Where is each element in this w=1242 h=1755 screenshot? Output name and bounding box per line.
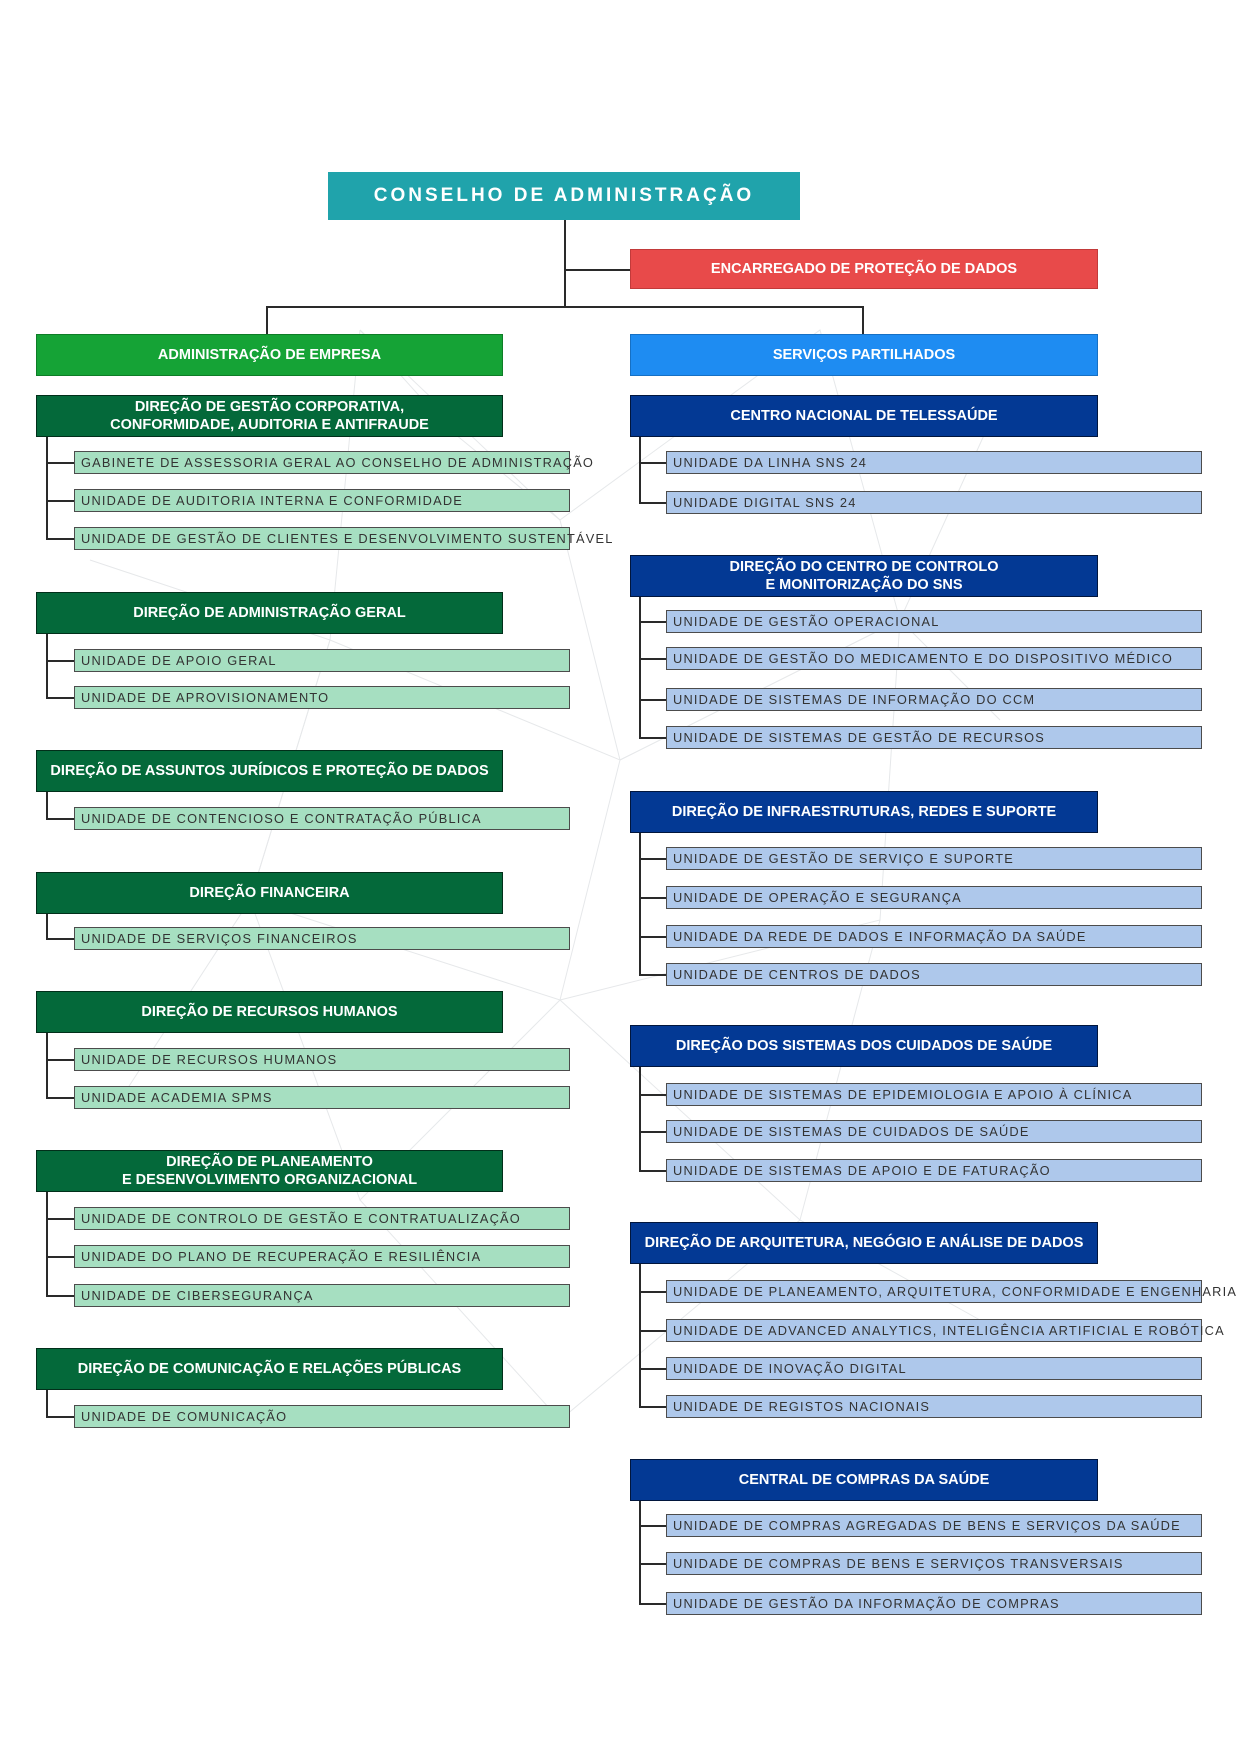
left-unit-label: UNIDADE DE COMUNICAÇÃO (81, 1409, 288, 1424)
board-box (328, 172, 800, 220)
right-unit-label: UNIDADE DE PLANEAMENTO, ARQUITETURA, CONFORMIDADE E ENGENHARIA (673, 1284, 1238, 1299)
right-unit (666, 1083, 1202, 1106)
left-connector (46, 1059, 74, 1061)
left-unit-label: UNIDADE DE SERVIÇOS FINANCEIROS (81, 931, 358, 946)
left-directorate-label (122, 1153, 417, 1189)
right-unit (666, 688, 1202, 711)
right-connector (639, 621, 666, 623)
left-directorate-line: DIREÇÃO DE PLANEAMENTO (166, 1154, 373, 1170)
left-directorate (36, 750, 503, 792)
right-connector (639, 1563, 666, 1565)
left-unit (74, 1245, 570, 1268)
left-unit (74, 489, 570, 512)
left-directorate-line: DIREÇÃO DE ADMINISTRAÇÃO GERAL (133, 605, 406, 621)
left-directorate-label (133, 604, 406, 622)
right-directorate-label (729, 558, 998, 594)
right-directorate-label (676, 1037, 1052, 1055)
right-unit-label: UNIDADE DE COMPRAS AGREGADAS DE BENS E SERVIÇOS DA SAÚDE (673, 1518, 1181, 1533)
right-connector (639, 1368, 666, 1370)
left-connector (46, 1390, 48, 1418)
left-directorate-line: DIREÇÃO FINANCEIRA (189, 885, 350, 901)
right-unit-label: UNIDADE DE SISTEMAS DE GESTÃO DE RECURSOS (673, 730, 1046, 745)
right-unit-label: UNIDADE DA LINHA SNS 24 (673, 455, 868, 470)
left-connector (46, 1256, 74, 1258)
right-unit-label: UNIDADE DE ADVANCED ANALYTICS, INTELIGÊNCIA ARTIFICIAL E ROBÓTICA (673, 1323, 1225, 1338)
right-connector (639, 1264, 641, 1408)
right-unit (666, 1592, 1202, 1615)
right-unit-label: UNIDADE DIGITAL SNS 24 (673, 495, 857, 510)
right-unit (666, 847, 1202, 870)
left-connector (46, 697, 74, 699)
branch-right-title: SERVIÇOS PARTILHADOS (772, 347, 956, 363)
right-directorate-line: DIREÇÃO DE INFRAESTRUTURAS, REDES E SUPORTE (671, 804, 1057, 820)
board-title: CONSELHO DE ADMINISTRAÇÃO (373, 185, 755, 206)
left-directorate-label (78, 1360, 461, 1378)
right-unit (666, 610, 1202, 633)
right-connector (639, 833, 641, 976)
left-unit (74, 451, 595, 474)
left-unit (74, 686, 570, 709)
left-connector (46, 437, 48, 540)
right-directorate-line: CENTRAL DE COMPRAS DA SAÚDE (738, 1472, 990, 1488)
right-directorate (630, 1459, 1098, 1501)
right-unit-label: UNIDADE DE REGISTOS NACIONAIS (673, 1399, 931, 1414)
right-connector (639, 1501, 641, 1605)
right-connector (639, 897, 666, 899)
left-unit-label: UNIDADE DE APROVISIONAMENTO (81, 690, 330, 705)
right-connector (639, 1170, 666, 1172)
left-connector (46, 938, 74, 940)
right-directorate (630, 791, 1098, 833)
branch-right (630, 334, 1098, 376)
right-unit (666, 1514, 1202, 1537)
left-unit (74, 1207, 570, 1230)
left-connector (46, 1218, 74, 1220)
left-unit-label: UNIDADE DE CIBERSEGURANÇA (81, 1288, 314, 1303)
right-unit-label: UNIDADE DE SISTEMAS DE EPIDEMIOLOGIA E APOIO À CLÍNICA (673, 1087, 1133, 1102)
right-connector (639, 1525, 666, 1527)
right-unit-label: UNIDADE DE CENTROS DE DADOS (673, 967, 921, 982)
right-unit-label: UNIDADE DE GESTÃO DO MEDICAMENTO E DO DISPOSITIVO MÉDICO (673, 651, 1173, 666)
right-connector (639, 1406, 666, 1408)
left-unit-label: UNIDADE DE CONTROLO DE GESTÃO E CONTRATUALIZAÇÃO (81, 1211, 521, 1226)
right-connector (639, 1067, 641, 1172)
left-connector (46, 1416, 74, 1418)
left-unit-label: UNIDADE DE APOIO GERAL (81, 653, 277, 668)
right-connector (639, 597, 641, 739)
right-unit-label: UNIDADE DE OPERAÇÃO E SEGURANÇA (673, 890, 962, 905)
left-connector (46, 1033, 48, 1099)
left-unit-label: UNIDADE DE GESTÃO DE CLIENTES E DESENVOLVIMENTO SUSTENTÁVEL (81, 531, 614, 546)
branch-left (36, 334, 503, 376)
left-directorate-line: DIREÇÃO DE COMUNICAÇÃO E RELAÇÕES PÚBLICAS (77, 1361, 462, 1377)
right-connector (639, 858, 666, 860)
left-connector (46, 1295, 74, 1297)
left-directorate-line: CONFORMIDADE, AUDITORIA E ANTIFRAUDE (110, 417, 429, 433)
left-connector (46, 660, 74, 662)
left-directorate-line: DIREÇÃO DE GESTÃO CORPORATIVA, (134, 399, 405, 415)
right-directorate-line: CENTRO NACIONAL DE TELESSAÚDE (730, 408, 998, 424)
left-unit-label: UNIDADE ACADEMIA SPMS (81, 1090, 273, 1105)
right-unit-label: UNIDADE DE GESTÃO DA INFORMAÇÃO DE COMPRAS (673, 1596, 1060, 1611)
left-connector (46, 792, 48, 820)
dpo-title: ENCARREGADO DE PROTEÇÃO DE DADOS (710, 261, 1018, 277)
right-unit-label: UNIDADE DE SISTEMAS DE CUIDADOS DE SAÚDE (673, 1124, 1030, 1139)
left-directorate (36, 395, 503, 437)
right-unit (666, 1319, 1225, 1342)
left-directorate (36, 1348, 503, 1390)
branch-left-title: ADMINISTRAÇÃO DE EMPRESA (157, 347, 382, 363)
right-connector (639, 1603, 666, 1605)
right-unit (666, 726, 1202, 749)
left-unit (74, 1086, 570, 1109)
right-connector (639, 462, 666, 464)
right-connector (639, 974, 666, 976)
left-connector (46, 1097, 74, 1099)
right-unit-label: UNIDADE DE INOVAÇÃO DIGITAL (673, 1361, 907, 1376)
right-connector (639, 1330, 666, 1332)
left-unit-label: GABINETE DE ASSESSORIA GERAL AO CONSELHO DE ADMINISTRAÇÃO (81, 455, 595, 470)
left-unit-label: UNIDADE DE RECURSOS HUMANOS (81, 1052, 338, 1067)
left-connector (46, 818, 74, 820)
left-connector (46, 634, 48, 699)
left-directorate (36, 991, 503, 1033)
right-directorate-label (739, 1471, 990, 1489)
right-connector (639, 658, 666, 660)
left-directorate-line: DIREÇÃO DE ASSUNTOS JURÍDICOS E PROTEÇÃO DE DADOS (50, 763, 489, 779)
left-connector (46, 1192, 48, 1297)
left-unit-label: UNIDADE DE CONTENCIOSO E CONTRATAÇÃO PÚBLICA (81, 811, 482, 826)
right-directorate (630, 395, 1098, 437)
right-unit (666, 1395, 1202, 1418)
left-connector (46, 538, 74, 540)
right-connector (639, 737, 666, 739)
right-directorate-label (672, 803, 1056, 821)
right-connector (639, 936, 666, 938)
left-directorate-line: E DESENVOLVIMENTO ORGANIZACIONAL (121, 1172, 418, 1188)
right-directorate-line: DIREÇÃO DE ARQUITETURA, NEGÓGIO E ANÁLISE DE DADOS (644, 1235, 1084, 1251)
left-directorate (36, 592, 503, 634)
left-connector (46, 500, 74, 502)
left-unit (74, 1284, 570, 1307)
right-unit (666, 1159, 1202, 1182)
right-unit-label: UNIDADE DE SISTEMAS DE APOIO E DE FATURAÇÃO (673, 1163, 1051, 1178)
right-connector (639, 699, 666, 701)
right-unit (666, 1280, 1238, 1303)
left-directorate-label (189, 884, 349, 902)
right-connector (639, 1291, 666, 1293)
dpo-box (630, 249, 1098, 289)
right-unit-label: UNIDADE DE SISTEMAS DE INFORMAÇÃO DO CCM (673, 692, 1036, 707)
right-connector (639, 437, 641, 504)
left-unit-label: UNIDADE DO PLANO DE RECUPERAÇÃO E RESILIÊNCIA (81, 1249, 482, 1264)
left-connector (46, 462, 74, 464)
right-unit-label: UNIDADE DE COMPRAS DE BENS E SERVIÇOS TRANSVERSAIS (673, 1556, 1124, 1571)
right-directorate (630, 1222, 1098, 1264)
right-directorate-line: DIREÇÃO DOS SISTEMAS DOS CUIDADOS DE SAÚDE (675, 1038, 1053, 1054)
left-unit (74, 807, 570, 830)
right-connector (639, 1094, 666, 1096)
left-unit (74, 1048, 570, 1071)
right-unit (666, 925, 1202, 948)
right-connector (639, 1131, 666, 1133)
right-unit (666, 1552, 1202, 1575)
left-directorate (36, 872, 503, 914)
right-unit-label: UNIDADE DE GESTÃO DE SERVIÇO E SUPORTE (673, 851, 1014, 866)
right-directorate-line: E MONITORIZAÇÃO DO SNS (765, 577, 963, 593)
right-unit (666, 451, 1202, 474)
left-directorate-line: DIREÇÃO DE RECURSOS HUMANOS (141, 1004, 398, 1020)
right-connector (639, 502, 666, 504)
right-unit (666, 1357, 1202, 1380)
right-unit (666, 886, 1202, 909)
right-directorate-line: DIREÇÃO DO CENTRO DE CONTROLO (729, 559, 999, 575)
right-unit (666, 1120, 1202, 1143)
left-unit-label: UNIDADE DE AUDITORIA INTERNA E CONFORMIDADE (81, 493, 463, 508)
right-unit (666, 647, 1202, 670)
left-unit (74, 1405, 570, 1428)
right-directorate-label (645, 1234, 1084, 1252)
right-unit-label: UNIDADE DE GESTÃO OPERACIONAL (673, 614, 940, 629)
left-unit (74, 649, 570, 672)
right-unit (666, 491, 1202, 514)
right-unit-label: UNIDADE DA REDE DE DADOS E INFORMAÇÃO DA SAÚDE (673, 929, 1087, 944)
left-directorate-label (110, 398, 429, 434)
left-unit (74, 927, 570, 950)
left-directorate-label (50, 762, 488, 780)
right-directorate (630, 555, 1098, 597)
left-directorate (36, 1150, 503, 1192)
left-directorate-label (141, 1003, 397, 1021)
right-unit (666, 963, 1202, 986)
right-directorate-label (730, 407, 997, 425)
right-directorate (630, 1025, 1098, 1067)
left-unit (74, 527, 614, 550)
left-connector (46, 914, 48, 940)
